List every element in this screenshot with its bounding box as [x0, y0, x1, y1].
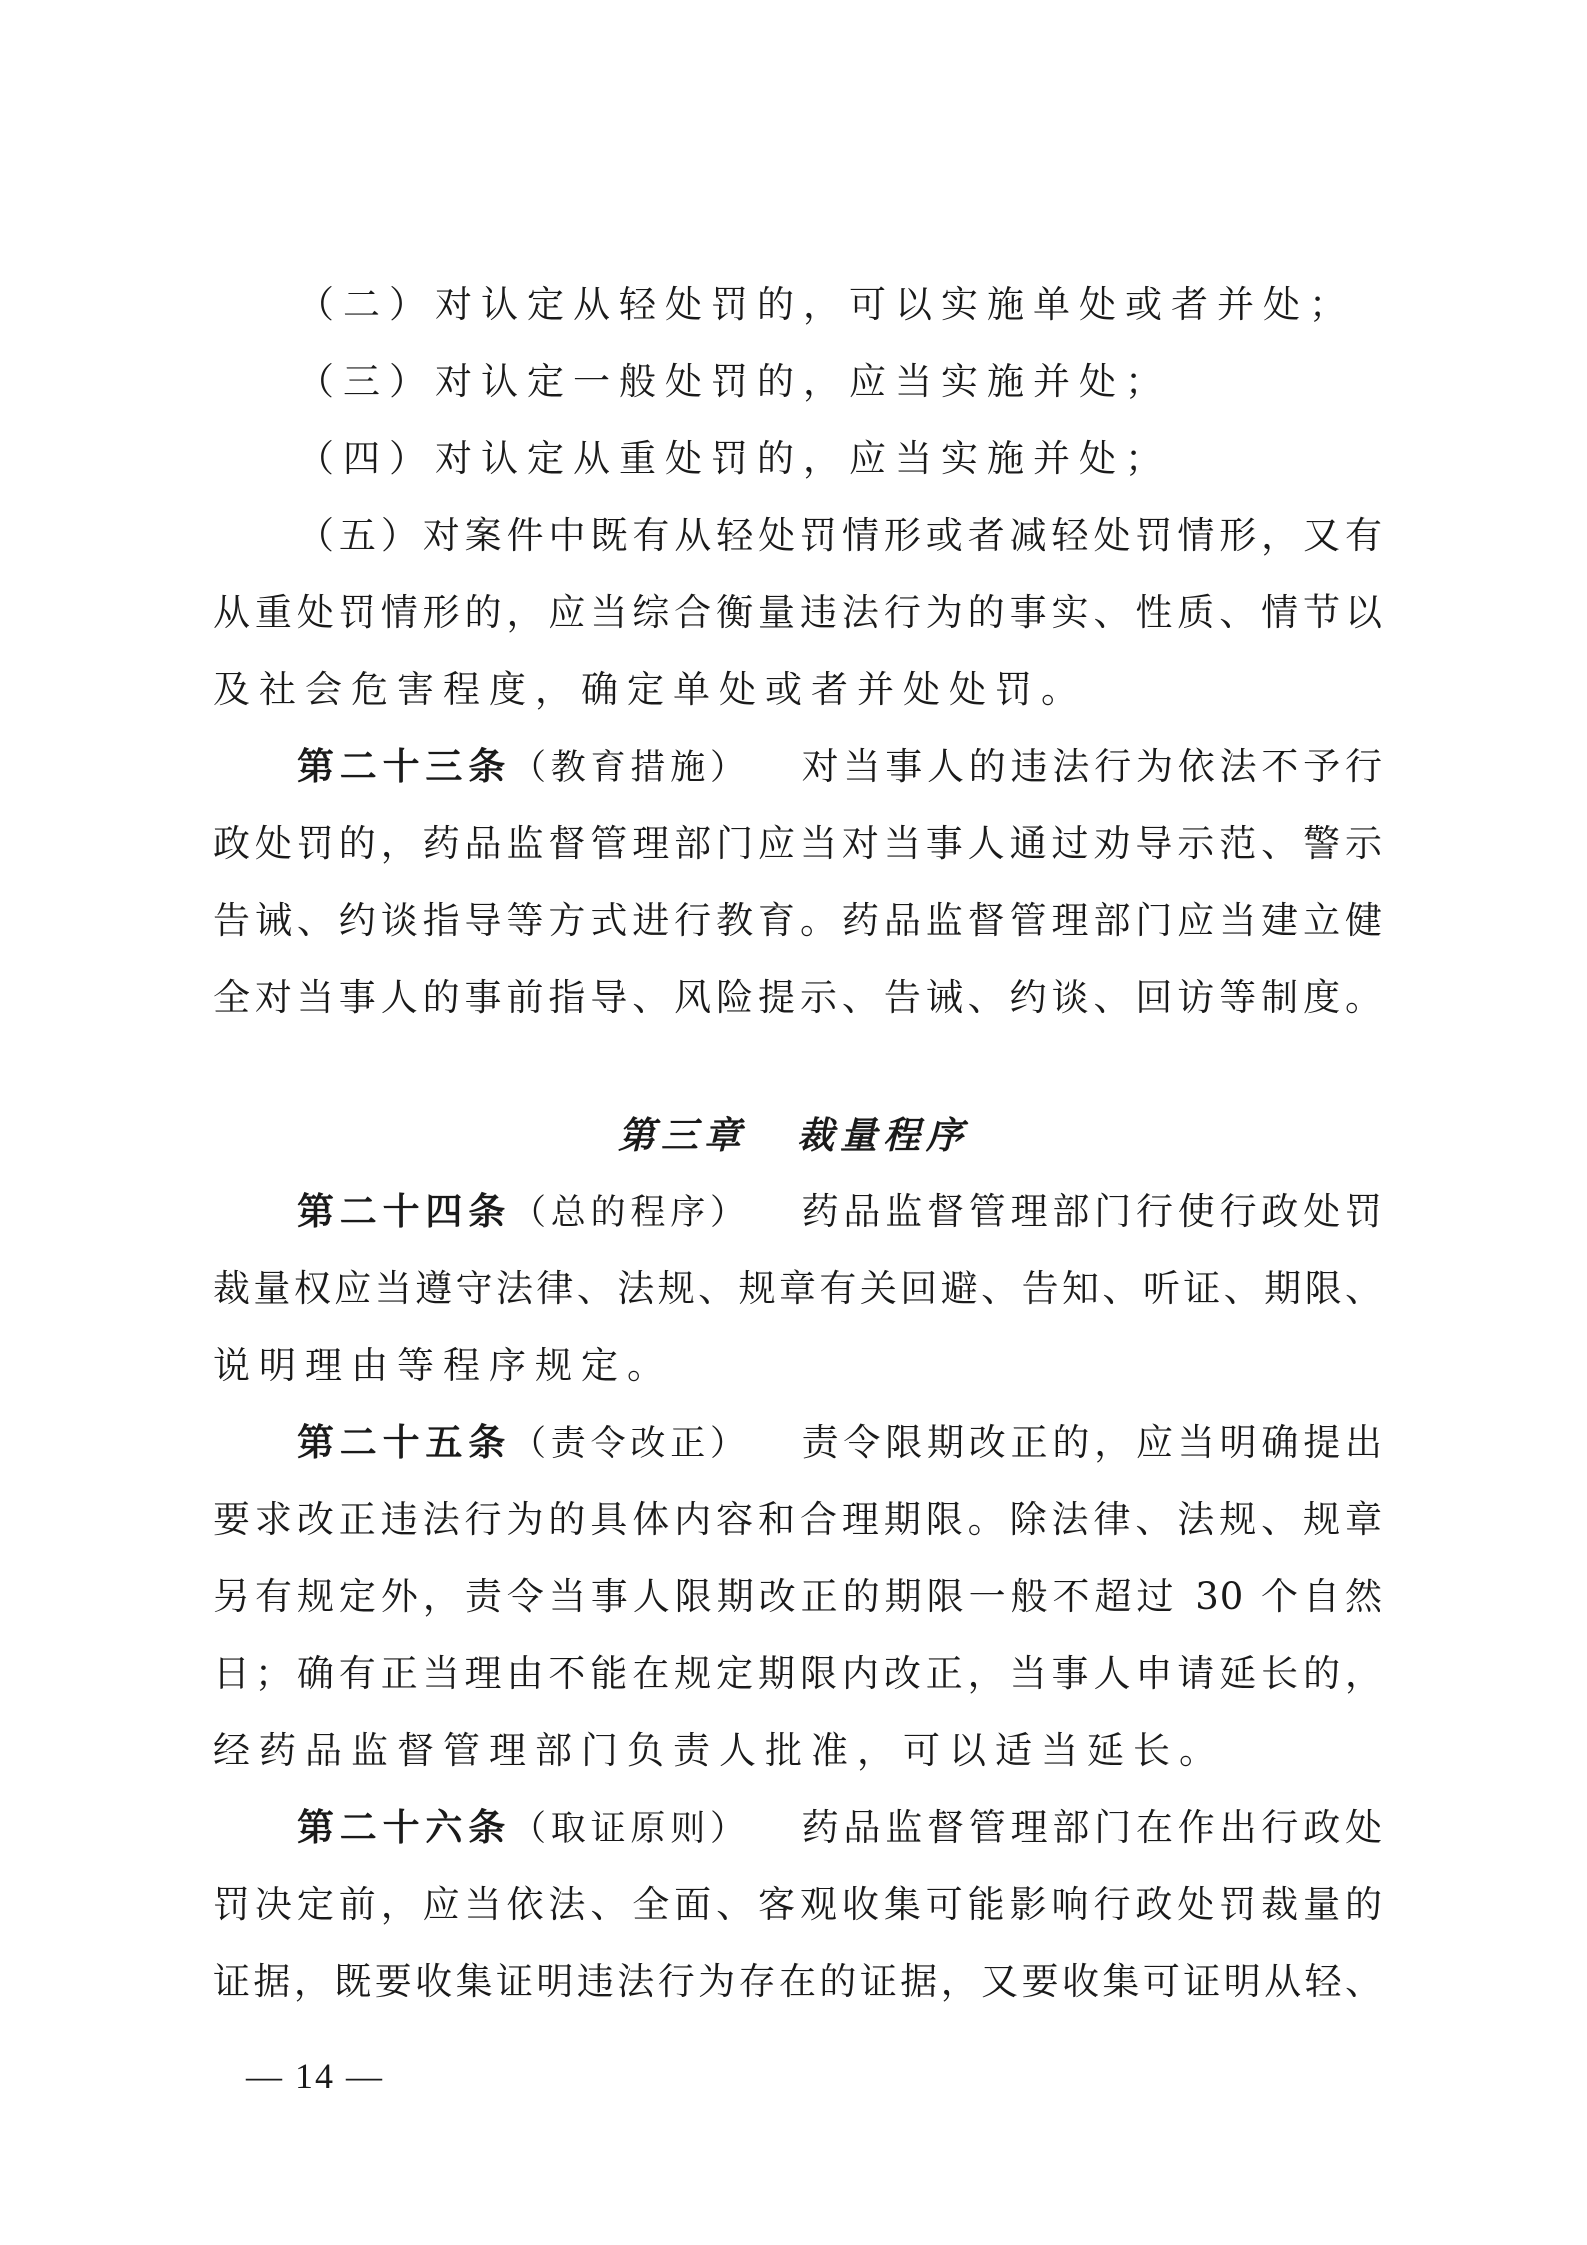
chapter-number: 第三章 — [618, 1113, 747, 1157]
article-text: 对当事人的违法行为依法不予行 — [797, 745, 1383, 788]
paragraph-line: 罚决定前，应当依法、全面、客观收集可能影响行政处罚裁量的 — [213, 1883, 1383, 1926]
article-number: 第二十三条 — [297, 745, 511, 788]
paragraph-line: 告诫、约谈指导等方式进行教育。药品监督管理部门应当建立健 — [213, 899, 1383, 942]
chapter-heading — [0, 1095, 1587, 1175]
page-number: — 14 — — [246, 2056, 384, 2096]
paragraph-line: 证据，既要收集证明违法行为存在的证据，又要收集可证明从轻、 — [213, 1960, 1383, 2003]
article-title: （教育措施） — [511, 748, 750, 788]
article-number: 第二十六条 — [297, 1806, 511, 1849]
paragraph-line: 裁量权应当遵守法律、法规、规章有关回避、告知、听证、期限、 — [213, 1267, 1383, 1310]
article-23-heading-line — [297, 727, 1383, 807]
paragraph-line: 经药品监督管理部门负责人批准，可以适当延长。 — [213, 1729, 1225, 1772]
paragraph-line: 政处罚的，药品监督管理部门应当对当事人通过劝导示范、警示 — [213, 822, 1383, 865]
article-text: 责令限期改正的，应当明确提出 — [797, 1421, 1383, 1464]
article-number: 第二十五条 — [297, 1421, 511, 1464]
paragraph-line: 从重处罚情形的，应当综合衡量违法行为的事实、性质、情节以 — [213, 591, 1383, 634]
article-number: 第二十四条 — [297, 1190, 511, 1233]
paragraph-line: （四）对认定从重处罚的，应当实施并处； — [297, 437, 1171, 480]
article-text: 药品监督管理部门行使行政处罚 — [797, 1190, 1383, 1233]
article-text: 药品监督管理部门在作出行政处 — [797, 1806, 1383, 1849]
chapter-title: 裁量程序 — [797, 1113, 969, 1157]
paragraph-line: 说明理由等程序规定。 — [213, 1344, 673, 1387]
paragraph-line: （二）对认定从轻处罚的，可以实施单处或者并处； — [297, 283, 1355, 326]
article-26-heading-line — [297, 1788, 1383, 1868]
paragraph-line: （三）对认定一般处罚的，应当实施并处； — [297, 360, 1171, 403]
paragraph-line: 日；确有正当理由不能在规定期限内改正，当事人申请延长的， — [213, 1652, 1383, 1695]
article-title: （责令改正） — [511, 1424, 750, 1464]
article-24-heading-line — [297, 1172, 1383, 1252]
paragraph-line: （五）对案件中既有从轻处罚情形或者减轻处罚情形，又有 — [297, 514, 1383, 557]
paragraph-line: 全对当事人的事前指导、风险提示、告诫、约谈、回访等制度。 — [213, 976, 1383, 1019]
article-title: （总的程序） — [511, 1193, 750, 1233]
paragraph-line: 及社会危害程度，确定单处或者并处处罚。 — [213, 668, 1087, 711]
article-title: （取证原则） — [511, 1809, 750, 1849]
paragraph-line: 要求改正违法行为的具体内容和合理期限。除法律、法规、规章 — [213, 1498, 1383, 1541]
article-25-heading-line — [297, 1403, 1383, 1483]
paragraph-line: 另有规定外，责令当事人限期改正的期限一般不超过 30 个自然 — [213, 1575, 1383, 1618]
